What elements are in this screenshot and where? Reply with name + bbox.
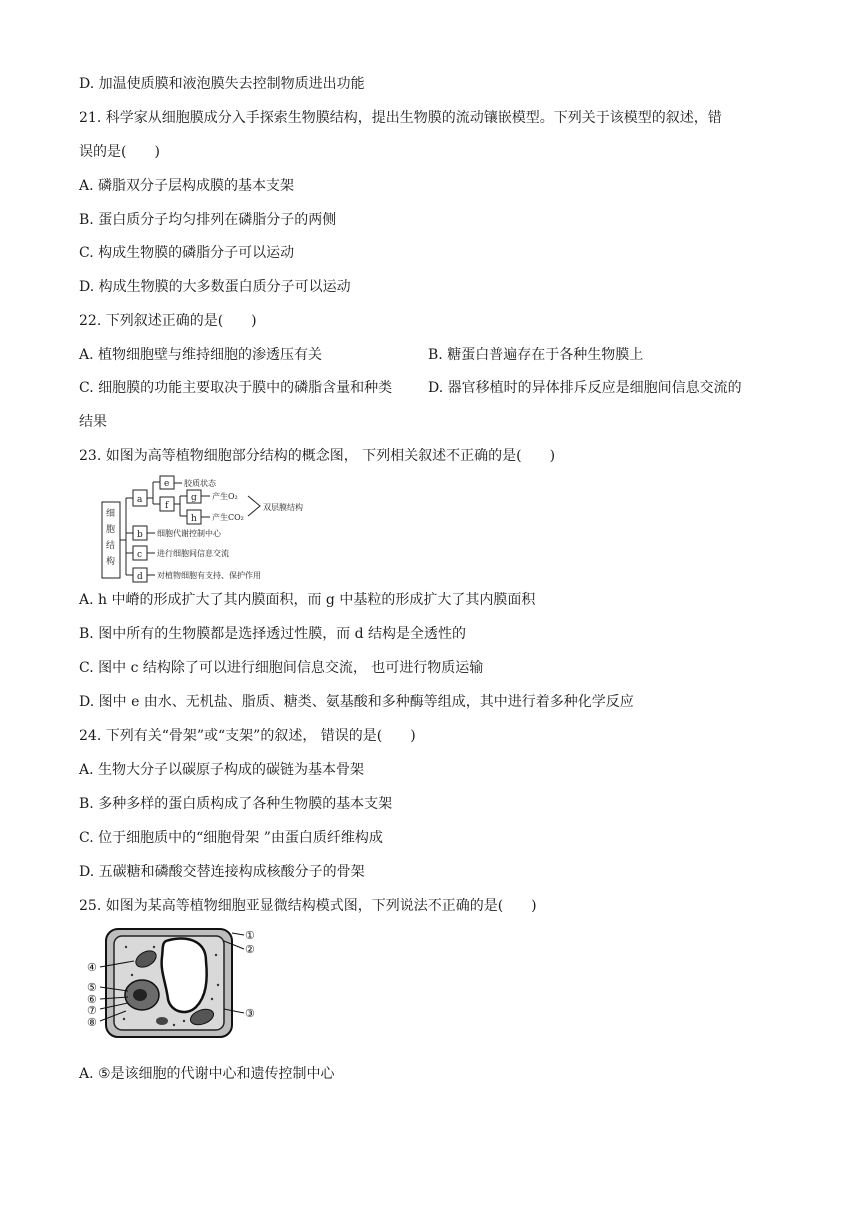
q23-option-c: C. 图中 c 结构除了可以进行细胞间信息交流， 也可进行物质运输 bbox=[79, 660, 484, 676]
q23-stem: 23. 如图为高等植物细胞部分结构的概念图， 下列相关叙述不正确的是( ) bbox=[79, 448, 556, 464]
q21-option-a: A. 磷脂双分子层构成膜的基本支架 bbox=[79, 178, 295, 194]
node-f: f bbox=[165, 501, 169, 511]
q24-option-b: B. 多种多样的蛋白质构成了各种生物膜的基本支架 bbox=[79, 796, 393, 812]
q21-option-d: D. 构成生物膜的大多数蛋白质分子可以运动 bbox=[79, 279, 351, 295]
node-g: g bbox=[191, 493, 197, 503]
label-7: ⑦ bbox=[87, 1004, 97, 1017]
q21-stem-cont: 误的是( ) bbox=[79, 144, 160, 160]
label-8: ⑧ bbox=[87, 1016, 97, 1029]
label-b: 细胞代谢控制中心 bbox=[157, 529, 221, 538]
q21-option-c: C. 构成生物膜的磷脂分子可以运动 bbox=[79, 245, 295, 261]
q22-option-d-cont: 结果 bbox=[79, 414, 107, 430]
label-3: ③ bbox=[245, 1007, 255, 1020]
label-6: ⑥ bbox=[87, 993, 97, 1006]
label-g: 产生O₂ bbox=[212, 492, 238, 501]
q22-option-b: B. 糖蛋白普遍存在于各种生物膜上 bbox=[428, 347, 644, 363]
nucleolus bbox=[133, 989, 147, 1001]
q25-stem: 25. 如图为某高等植物细胞亚显微结构模式图，下列说法不正确的是( ) bbox=[79, 898, 537, 914]
root-char-2: 胞 bbox=[106, 525, 116, 535]
q24-option-d: D. 五碳糖和磷酸交替连接构成核酸分子的骨架 bbox=[79, 864, 365, 880]
q21-stem: 21. 科学家从细胞膜成分入手探索生物膜结构，提出生物膜的流动镶嵌模型。下列关于该模型的叙述，错 bbox=[79, 110, 722, 126]
mitochondrion bbox=[156, 1017, 168, 1025]
node-b: b bbox=[137, 530, 143, 540]
cell-structure-concept-map bbox=[100, 474, 345, 584]
label-2: ② bbox=[245, 943, 255, 956]
root-char-3: 结 bbox=[106, 541, 116, 551]
node-c: c bbox=[137, 550, 143, 560]
label-4: ④ bbox=[87, 961, 97, 974]
label-5: ⑤ bbox=[87, 981, 97, 994]
q23-option-d: D. 图中 e 由水、无机盐、脂质、糖类、氨基酸和多种酶等组成，其中进行着多种化学反应 bbox=[79, 694, 634, 710]
node-h: h bbox=[191, 514, 197, 524]
q25-option-a: A. ⑤是该细胞的代谢中心和遗传控制中心 bbox=[79, 1066, 335, 1082]
q23-option-b: B. 图中所有的生物膜都是选择透过性膜，而 d 结构是全透性的 bbox=[79, 626, 467, 642]
root-char-1: 细 bbox=[106, 509, 116, 519]
q22-option-c: C. 细胞膜的功能主要取决于膜中的磷脂含量和种类 bbox=[79, 380, 393, 396]
q24-option-a: A. 生物大分子以碳原子构成的碳链为基本骨架 bbox=[79, 762, 365, 778]
q23-option-a: A. h 中嵴的形成扩大了其内膜面积，而 g 中基粒的形成扩大了其内膜面积 bbox=[79, 592, 536, 608]
q24-stem: 24. 下列有关“骨架”或“支架”的叙述， 错误的是( ) bbox=[79, 728, 416, 744]
q22-option-d: D. 器官移植时的异体排斥反应是细胞间信息交流的 bbox=[428, 380, 742, 396]
q22-option-a: A. 植物细胞壁与维持细胞的渗透压有关 bbox=[79, 347, 323, 363]
root-char-4: 构 bbox=[106, 557, 116, 567]
q24-option-c: C. 位于细胞质中的“细胞骨架 ”由蛋白质纤维构成 bbox=[79, 830, 383, 846]
label-c: 进行细胞间信息交流 bbox=[157, 549, 229, 558]
plant-cell-diagram bbox=[84, 925, 262, 1043]
q22-stem: 22. 下列叙述正确的是( ) bbox=[79, 313, 257, 329]
q21-option-b: B. 蛋白质分子均匀排列在磷脂分子的两侧 bbox=[79, 212, 337, 228]
label-d: 对植物细胞有支持、保护作用 bbox=[157, 571, 261, 580]
label-h: 产生CO₂ bbox=[212, 513, 244, 522]
node-d: d bbox=[137, 572, 143, 582]
label-e: 胶质状态 bbox=[184, 479, 216, 488]
node-e: e bbox=[164, 479, 170, 489]
vacuole bbox=[162, 938, 207, 1012]
node-a: a bbox=[137, 495, 143, 505]
q20-option-d: D. 加温使质膜和液泡膜失去控制物质进出功能 bbox=[79, 76, 365, 92]
label-double-membrane: 双层膜结构 bbox=[263, 503, 303, 512]
label-1: ① bbox=[245, 929, 255, 942]
